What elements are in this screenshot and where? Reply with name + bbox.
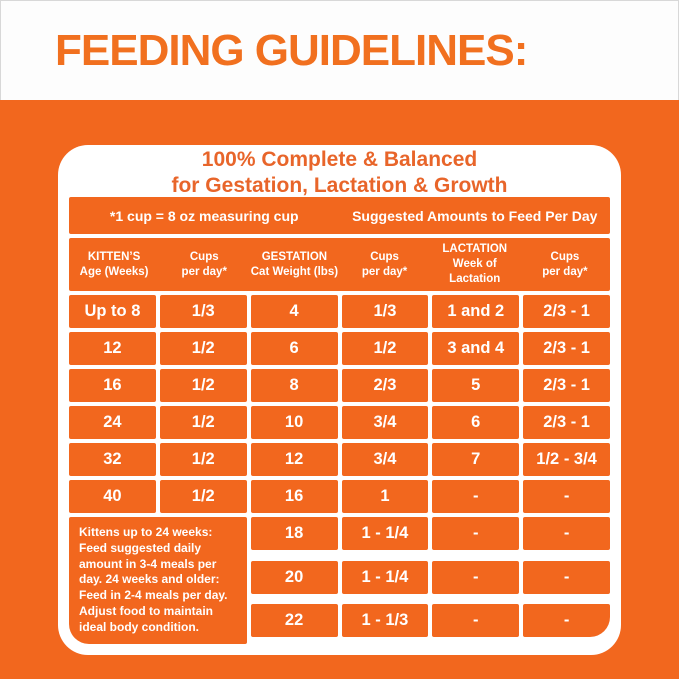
table-cell: 4 — [251, 295, 338, 328]
header-gestation-weight: GESTATION Cat Weight (lbs) — [250, 250, 339, 278]
table-cell: 1 and 2 — [432, 295, 519, 328]
table-cell: - — [523, 604, 610, 637]
table-cell: 1 - 1/4 — [342, 561, 429, 594]
page-title: FEEDING GUIDELINES: — [55, 25, 528, 75]
table-cell: 2/3 - 1 — [523, 332, 610, 365]
table-cell: 7 — [432, 443, 519, 476]
table-cell: - — [523, 561, 610, 594]
feeding-instructions-note: Kittens up to 24 weeks: Feed suggested daily amount in 3-4 meals per day. 24 weeks and older: Feed in 2-4 meals per day. Adjust food to maintain ideal body condition. — [69, 517, 247, 644]
table-cell: 16 — [69, 369, 156, 402]
info-bar — [69, 197, 610, 234]
card-title-line2: for Gestation, Lactation & Growth — [171, 174, 508, 197]
table-cell: 1 — [342, 480, 429, 513]
table-cell: 32 — [69, 443, 156, 476]
table-cell: - — [523, 480, 610, 513]
table-cell: 18 — [251, 517, 338, 550]
header-cups-per-day-3: Cups per day* — [542, 250, 588, 278]
table-cell: 16 — [251, 480, 338, 513]
table-cell: 40 — [69, 480, 156, 513]
table-cell: - — [432, 561, 519, 594]
table-cell: 10 — [251, 406, 338, 439]
table-cell: - — [432, 517, 519, 550]
column-headers — [69, 238, 610, 291]
cup-measure-note: *1 cup = 8 oz measuring cup — [109, 207, 299, 224]
top-band — [0, 0, 679, 100]
table-cell: 1/3 — [342, 295, 429, 328]
table-cell: 2/3 - 1 — [523, 406, 610, 439]
feeding-table-body — [69, 295, 610, 513]
table-cell: - — [432, 604, 519, 637]
feeding-guidelines-card — [58, 145, 621, 655]
table-cell: 1/2 - 3/4 — [523, 443, 610, 476]
table-cell: 5 — [432, 369, 519, 402]
table-cell: 3 and 4 — [432, 332, 519, 365]
table-cell: 1/3 — [160, 295, 247, 328]
table-cell: 22 — [251, 604, 338, 637]
table-cell: 1 - 1/3 — [342, 604, 429, 637]
table-cell: 8 — [251, 369, 338, 402]
table-cell: Up to 8 — [69, 295, 156, 328]
card-title — [69, 145, 610, 197]
table-cell: 3/4 — [342, 406, 429, 439]
card-title-line1: 100% Complete & Balanced — [201, 148, 478, 172]
table-cell: 1/2 — [160, 443, 247, 476]
table-cell: 1/2 — [160, 332, 247, 365]
feeding-table-footer — [69, 517, 610, 644]
header-kittens-age: KITTEN’S Age (Weeks) — [79, 250, 149, 278]
table-cell: 1/2 — [160, 480, 247, 513]
table-cell: 2/3 - 1 — [523, 369, 610, 402]
table-cell: 1 - 1/4 — [342, 517, 429, 550]
header-cups-per-day-2: Cups per day* — [361, 250, 408, 278]
table-cell: 12 — [69, 332, 156, 365]
table-cell: 20 — [251, 561, 338, 594]
suggested-amounts-note: Suggested Amounts to Feed Per Day — [352, 207, 598, 224]
table-cell: 3/4 — [342, 443, 429, 476]
table-cell: 1/2 — [160, 369, 247, 402]
table-cell: - — [523, 517, 610, 550]
table-cell: 1/2 — [160, 406, 247, 439]
table-cell: 6 — [251, 332, 338, 365]
table-cell: 2/3 — [342, 369, 429, 402]
table-cell: 6 — [432, 406, 519, 439]
table-cell: - — [432, 480, 519, 513]
header-cups-per-day-1: Cups per day* — [181, 250, 227, 278]
table-cell: 12 — [251, 443, 338, 476]
orange-background — [0, 100, 679, 679]
table-cell: 24 — [69, 406, 156, 439]
table-cell: 2/3 - 1 — [523, 295, 610, 328]
table-cell: 1/2 — [342, 332, 429, 365]
header-lactation-week: LACTATION Week of Lactation — [442, 243, 508, 285]
